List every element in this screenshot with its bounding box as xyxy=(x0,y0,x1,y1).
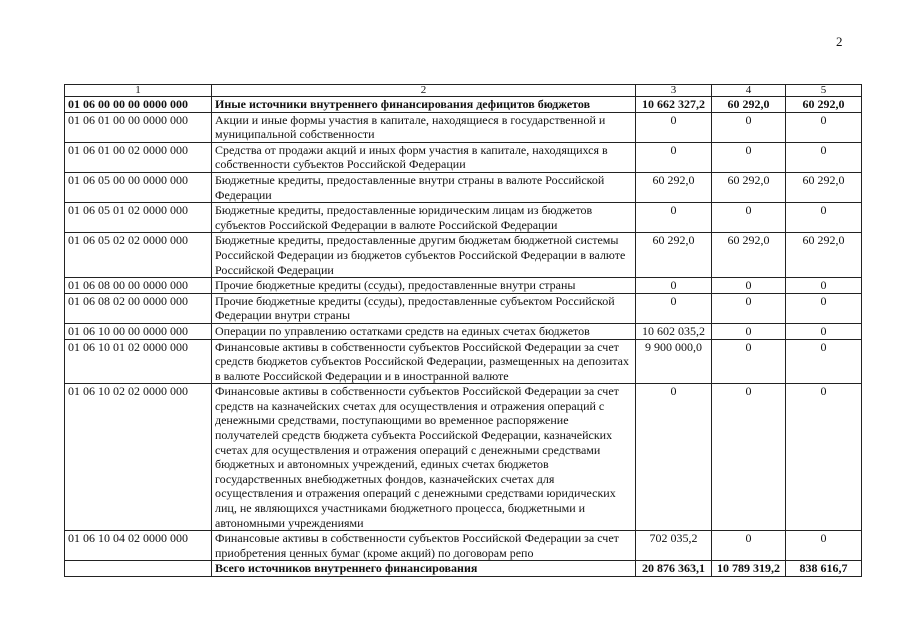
value-cell: 0 xyxy=(712,339,786,384)
value-cell: 0 xyxy=(712,278,786,294)
name-cell: Прочие бюджетные кредиты (ссуды), предоставленные внутри страны xyxy=(212,278,636,294)
value-cell: 60 292,0 xyxy=(786,172,862,202)
value-cell: 60 292,0 xyxy=(712,233,786,278)
value-cell: 0 xyxy=(786,384,862,531)
value-cell: 10 662 327,2 xyxy=(636,97,712,113)
value-cell: 60 292,0 xyxy=(786,97,862,113)
column-number-header: 5 xyxy=(786,85,862,97)
value-cell: 0 xyxy=(786,142,862,172)
value-cell: 0 xyxy=(786,203,862,233)
table-row xyxy=(65,531,862,561)
value-cell: 0 xyxy=(712,142,786,172)
value-cell: 0 xyxy=(712,203,786,233)
name-cell: Средства от продажи акций и иных форм участия в капитале, находящихся в собственности субъектов Российской Федерации xyxy=(212,142,636,172)
value-cell: 0 xyxy=(712,531,786,561)
value-cell: 10 789 319,2 xyxy=(712,561,786,577)
value-cell: 0 xyxy=(636,142,712,172)
value-cell: 0 xyxy=(636,293,712,323)
value-cell: 60 292,0 xyxy=(636,233,712,278)
name-cell: Финансовые активы в собственности субъектов Российской Федерации за счет приобретения ценных бумаг (кроме акций) по договорам репо xyxy=(212,531,636,561)
value-cell: 0 xyxy=(786,531,862,561)
code-cell: 01 06 10 00 00 0000 000 xyxy=(65,323,212,339)
table-row xyxy=(65,323,862,339)
name-cell: Финансовые активы в собственности субъектов Российской Федерации за счет средств на казначейских счетах для осуществления и отражения операций с денежными средствами, поступающими во временное распоряжение получателей средств бюджета субъекта Российской Федерации, казначейских счетах для осуществления и отражения операций с денежными средствами бюджетных и автономных учреждений, единых счетах бюджетов государственных внебюджетных фондов, казначейских счетах для осуществления и отражения операций с денежными средствами юридических лиц, не являющихся участниками бюджетного процесса, бюджетными и автономными учреждениями xyxy=(212,384,636,531)
value-cell: 0 xyxy=(712,384,786,531)
value-cell: 0 xyxy=(786,112,862,142)
value-cell: 0 xyxy=(636,203,712,233)
total-row xyxy=(65,561,862,577)
table-row xyxy=(65,203,862,233)
value-cell: 0 xyxy=(712,112,786,142)
name-cell: Прочие бюджетные кредиты (ссуды), предоставленные субъектом Российской Федерации внутри страны xyxy=(212,293,636,323)
column-number-header: 1 xyxy=(65,85,212,97)
value-cell: 9 900 000,0 xyxy=(636,339,712,384)
table-row xyxy=(65,339,862,384)
table-row xyxy=(65,384,862,531)
value-cell: 0 xyxy=(786,293,862,323)
table-row xyxy=(65,97,862,113)
sources-table xyxy=(64,84,862,577)
value-cell: 702 035,2 xyxy=(636,531,712,561)
table-row xyxy=(65,142,862,172)
page-number: 2 xyxy=(836,34,843,49)
table-row xyxy=(65,278,862,294)
value-cell: 0 xyxy=(712,293,786,323)
table-row xyxy=(65,233,862,278)
value-cell: 0 xyxy=(636,112,712,142)
value-cell: 60 292,0 xyxy=(712,97,786,113)
value-cell: 60 292,0 xyxy=(712,172,786,202)
code-cell: 01 06 01 00 00 0000 000 xyxy=(65,112,212,142)
name-cell: Иные источники внутреннего финансирования дефицитов бюджетов xyxy=(212,97,636,113)
table-row xyxy=(65,112,862,142)
column-number-header: 2 xyxy=(212,85,636,97)
value-cell: 0 xyxy=(786,339,862,384)
code-cell: 01 06 08 02 00 0000 000 xyxy=(65,293,212,323)
value-cell: 0 xyxy=(712,323,786,339)
code-cell: 01 06 10 04 02 0000 000 xyxy=(65,531,212,561)
column-number-row xyxy=(65,85,862,97)
code-cell xyxy=(65,561,212,577)
value-cell: 0 xyxy=(636,278,712,294)
code-cell: 01 06 05 00 00 0000 000 xyxy=(65,172,212,202)
name-cell: Акции и иные формы участия в капитале, находящиеся в государственной и муниципальной собственности xyxy=(212,112,636,142)
column-number-header: 3 xyxy=(636,85,712,97)
name-cell: Всего источников внутреннего финансирования xyxy=(212,561,636,577)
name-cell: Бюджетные кредиты, предоставленные внутри страны в валюте Российской Федерации xyxy=(212,172,636,202)
name-cell: Финансовые активы в собственности субъектов Российской Федерации за счет средств бюджетов субъектов Российской Федерации, размещенных на депозитах в валюте Российской Федерации и в иностранной валюте xyxy=(212,339,636,384)
value-cell: 60 292,0 xyxy=(636,172,712,202)
name-cell: Бюджетные кредиты, предоставленные юридическим лицам из бюджетов субъектов Российской Федерации в валюте Российской Федерации xyxy=(212,203,636,233)
code-cell: 01 06 08 00 00 0000 000 xyxy=(65,278,212,294)
table-row xyxy=(65,293,862,323)
code-cell: 01 06 10 01 02 0000 000 xyxy=(65,339,212,384)
name-cell: Операции по управлению остатками средств на единых счетах бюджетов xyxy=(212,323,636,339)
value-cell: 0 xyxy=(636,384,712,531)
code-cell: 01 06 01 00 02 0000 000 xyxy=(65,142,212,172)
code-cell: 01 06 00 00 00 0000 000 xyxy=(65,97,212,113)
column-number-header: 4 xyxy=(712,85,786,97)
code-cell: 01 06 05 02 02 0000 000 xyxy=(65,233,212,278)
value-cell: 0 xyxy=(786,323,862,339)
value-cell: 0 xyxy=(786,278,862,294)
code-cell: 01 06 05 01 02 0000 000 xyxy=(65,203,212,233)
name-cell: Бюджетные кредиты, предоставленные другим бюджетам бюджетной системы Российской Федерации из бюджетов субъектов Российской Федерации в валюте Российской Федерации xyxy=(212,233,636,278)
value-cell: 60 292,0 xyxy=(786,233,862,278)
code-cell: 01 06 10 02 02 0000 000 xyxy=(65,384,212,531)
value-cell: 10 602 035,2 xyxy=(636,323,712,339)
table-row xyxy=(65,172,862,202)
value-cell: 20 876 363,1 xyxy=(636,561,712,577)
value-cell: 838 616,7 xyxy=(786,561,862,577)
